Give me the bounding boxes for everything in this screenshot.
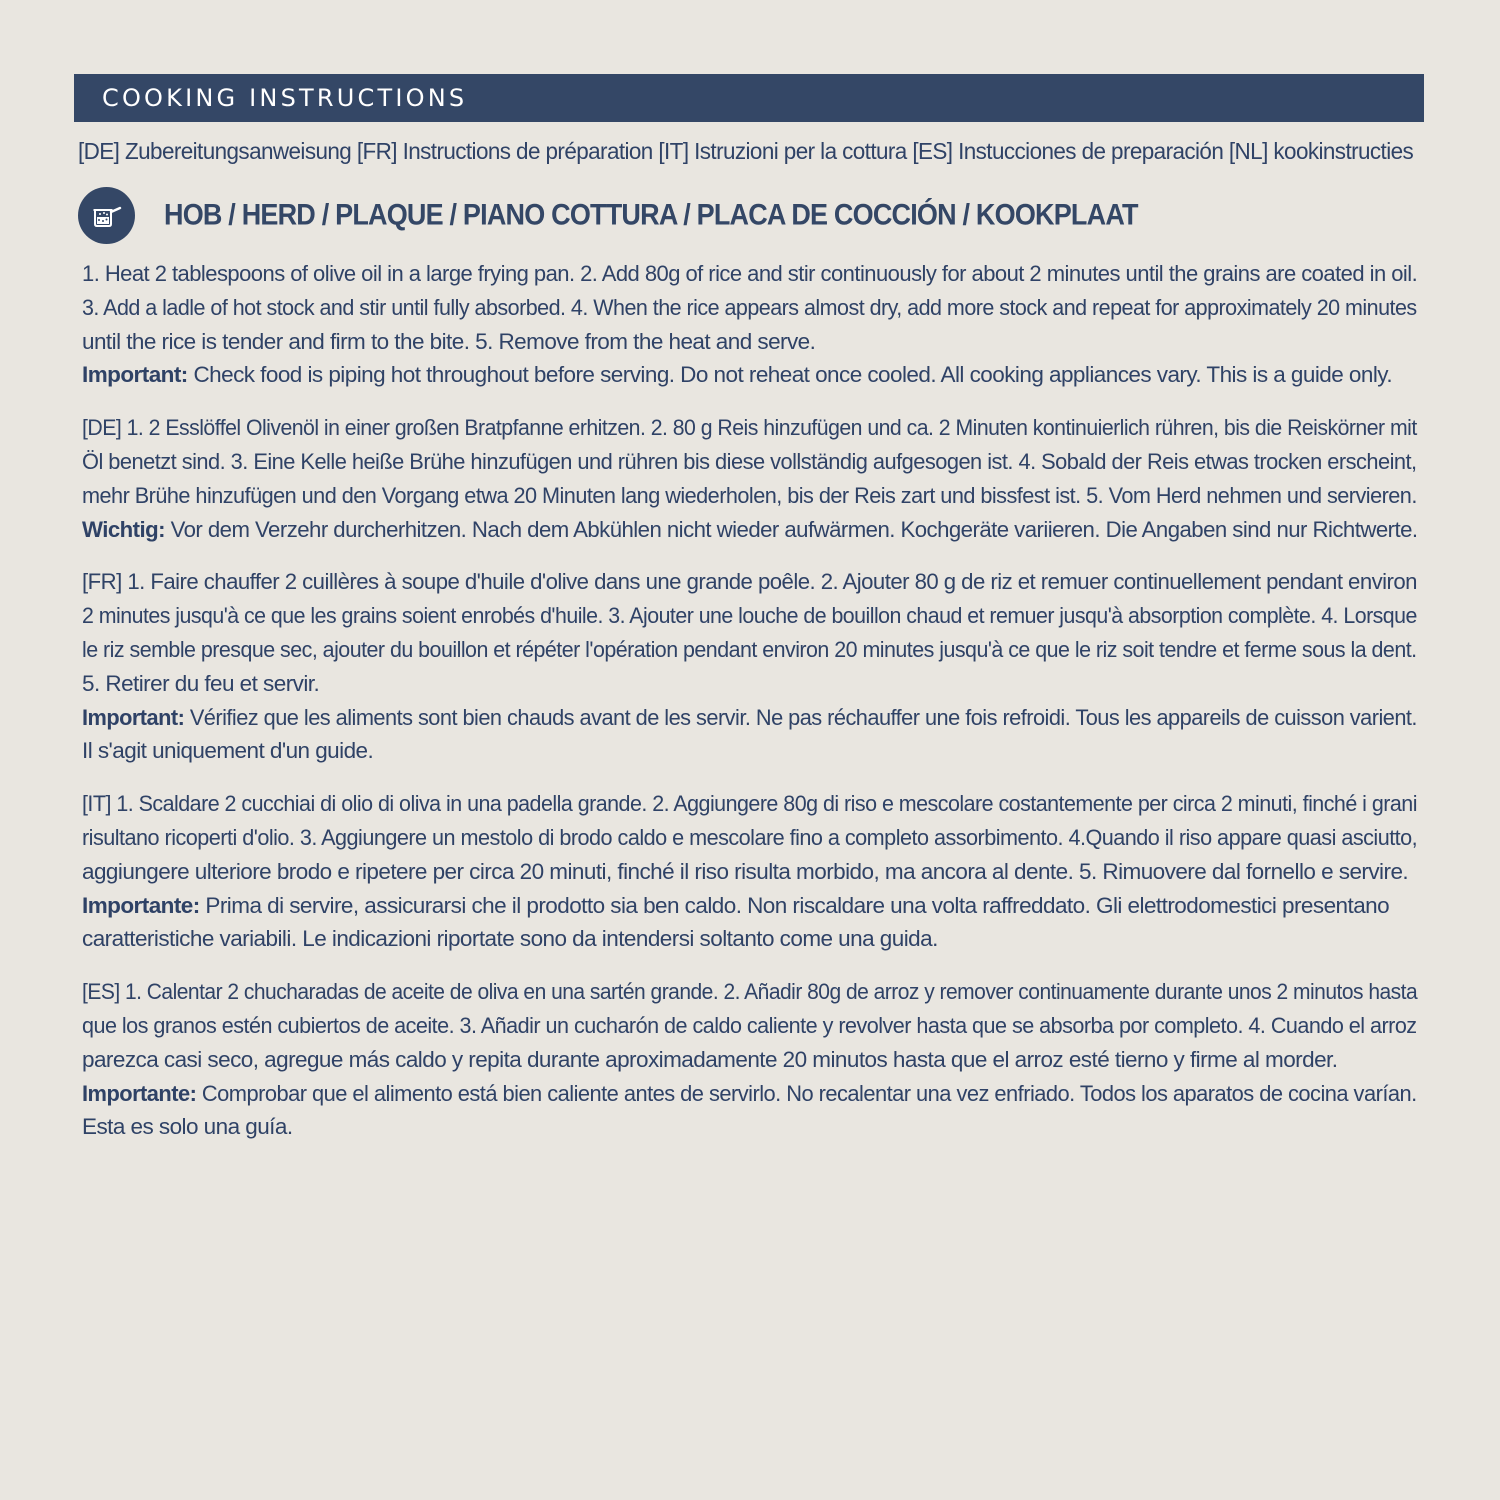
instruction-line: parezca casi seco, agregue más caldo y repita durante aproximadamente 20 minutos hasta que el arroz esté tierno y firme al morder. — [82, 1046, 1338, 1072]
instructions-it — [82, 787, 1417, 956]
languages-line: [DE] Zubereitungsanweisung [FR] Instructions de préparation [IT] Istruzioni per la cottura [ES] Instucciones de preparación [NL] kookinstructies — [78, 138, 1414, 164]
instruction-line: que los granos estén cubiertos de aceite. 3. Añadir un cucharón de caldo caliente y revolver hasta que se absorba por completo. 4. Cuando el arroz — [82, 1012, 1417, 1038]
important-text: Vor dem Verzehr durcherhitzen. Nach dem Abkühlen nicht wieder aufwärmen. Kochgeräte variieren. Die Angaben sind nur Richtwerte. — [170, 516, 1418, 542]
important-label: Importante: — [82, 892, 200, 918]
page-title: COOKING INSTRUCTIONS — [102, 84, 468, 112]
important-label: Importante: — [82, 1080, 197, 1106]
important-text-continued: Esta es solo una guía. — [82, 1114, 293, 1140]
important-line — [82, 701, 1417, 735]
instruction-line: 2 minutes jusqu'à ce que les grains soient enrobés d'huile. 3. Ajouter une louche de bouillon chaud et remuer jusqu'à absorption complète. 4. Lorsque — [82, 603, 1417, 629]
instructions-de — [82, 411, 1417, 546]
hob-heading — [78, 186, 1138, 244]
important-text-continued: caratteristiche variabili. Le indicazioni riportate sono da intendersi soltanto come una guida. — [82, 926, 938, 952]
important-text: Prima di servire, assicurarsi che il prodotto sia ben caldo. Non riscaldare una volta raffreddato. Gli elettrodomestici presentano — [205, 892, 1390, 918]
instructions-es — [82, 975, 1417, 1144]
instruction-line: aggiungere ulteriore brodo e ripetere per circa 20 minuti, finché il riso risulta morbido, ma ancora al dente. 5. Rimuovere dal fornello e servire. — [82, 858, 1409, 884]
instruction-line: [ES] 1. Calentar 2 chucharadas de aceite de oliva en una sartén grande. 2. Añadir 80g de arroz y remover continuamente durante unos 2 minutos hasta — [82, 979, 1418, 1005]
header-bar — [74, 74, 1424, 122]
important-text-continued: Il s'agit uniquement d'un guide. — [82, 738, 374, 764]
important-label: Important: — [82, 704, 185, 730]
important-line — [82, 1077, 1417, 1111]
instructions-en — [82, 257, 1417, 392]
instruction-line: 5. Retirer du feu et servir. — [82, 670, 320, 696]
important-text: Comprobar que el alimento está bien caliente antes de servirlo. No recalentar una vez enfriado. Todos los aparatos de cocina varían. — [201, 1080, 1417, 1106]
important-text: Vérifiez que les aliments sont bien chauds avant de les servir. Ne pas réchauffer une fois refroidi. Tous les appareils de cuisson varient. — [189, 704, 1417, 730]
instruction-line: [FR] 1. Faire chauffer 2 cuillères à soupe d'huile d'olive dans une grande poêle. 2. Ajouter 80 g de riz et remuer continuellement pendant environ — [82, 569, 1417, 595]
hob-pan-icon — [78, 187, 135, 244]
instruction-line: 1. Heat 2 tablespoons of olive oil in a large frying pan. 2. Add 80g of rice and stir continuously for about 2 minutes until the grains are coated in oil. — [82, 261, 1418, 286]
instructions-fr — [82, 565, 1417, 768]
instruction-line: mehr Brühe hinzufügen und den Vorgang etwa 20 Minuten lang wiederholen, bis der Reis zart und bissfest ist. 5. Vom Herd nehmen und servieren. — [82, 482, 1417, 508]
instruction-line: le riz semble presque sec, ajouter du bouillon et répéter l'opération pendant environ 20 minutes jusqu'à ce que le riz soit tendre et ferme sous la dent. — [82, 636, 1417, 662]
instruction-line: [DE] 1. 2 Esslöffel Olivenöl in einer großen Bratpfanne erhitzen. 2. 80 g Reis hinzufügen und ca. 2 Minuten kontinuierlich rühren, bis die Reiskörner mit — [82, 415, 1417, 441]
instruction-line: Öl benetzt sind. 3. Eine Kelle heiße Brühe hinzufügen und rühren bis diese vollständig aufgesogen ist. 4. Sobald der Reis etwas trocken erscheint, — [82, 448, 1417, 474]
instruction-line: until the rice is tender and firm to the bite. 5. Remove from the heat and serve. — [82, 328, 816, 354]
important-text: Check food is piping hot throughout before serving. Do not reheat once cooled. All cooking appliances vary. This is a guide only. — [193, 362, 1393, 388]
instruction-line: 3. Add a ladle of hot stock and stir until fully absorbed. 4. When the rice appears almost dry, add more stock and repeat for approximately 20 minutes — [82, 294, 1417, 320]
important-line — [82, 889, 1417, 923]
hob-title: HOB / HERD / PLAQUE / PIANO COTTURA / PLACA DE COCCIÓN / KOOKPLAAT — [164, 198, 1138, 231]
instructions-content — [82, 257, 1417, 1163]
instruction-line: [IT] 1. Scaldare 2 cucchiai di olio di oliva in una padella grande. 2. Aggiungere 80g di riso e mescolare costantemente per circa 2 minuti, finché i grani — [82, 791, 1417, 817]
instruction-line: risultano ricoperti d'olio. 3. Aggiungere un mestolo di brodo caldo e mescolare fino a completo assorbimento. 4.Quando il riso appare quasi asciutto, — [82, 824, 1418, 850]
important-line — [82, 358, 1417, 392]
important-line — [82, 513, 1418, 547]
important-label: Important: — [82, 362, 188, 388]
important-label: Wichtig: — [82, 516, 165, 542]
